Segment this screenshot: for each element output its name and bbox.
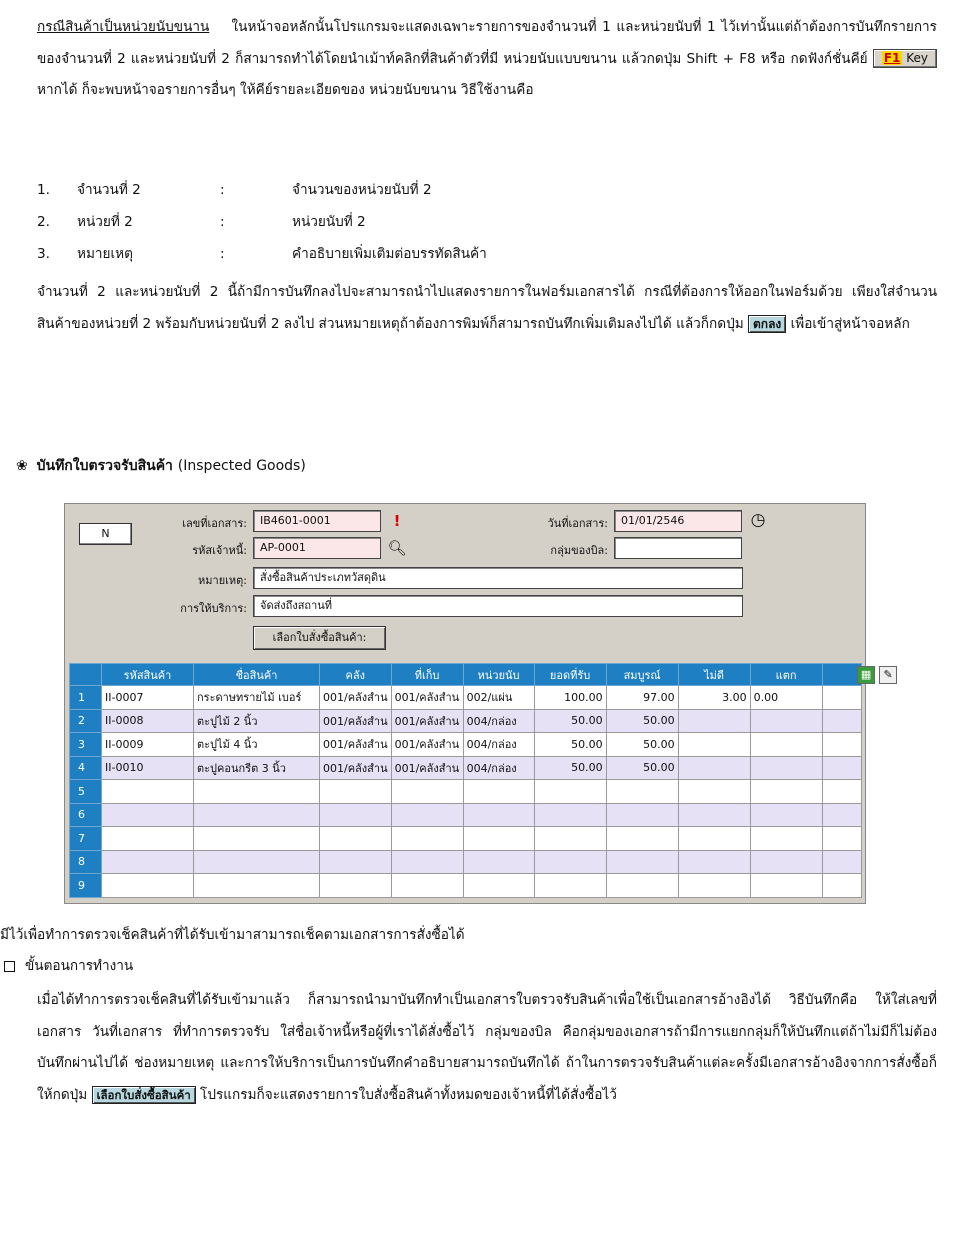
purpose-line: มีไว้เพื่อทำการตรวจเช็คสินค้าที่ได้รับเข้ามาสามารถเช็คตามเอกสารการสั่งซื้อได้ xyxy=(0,927,465,943)
list-item-desc: คำอธิบายเพิ่มเติมต่อบรรทัดสินค้า xyxy=(292,246,487,262)
cell-bad[interactable] xyxy=(678,733,750,757)
cell-loc[interactable] xyxy=(391,780,463,804)
cell-broken[interactable] xyxy=(750,827,822,851)
cell-good[interactable] xyxy=(606,803,678,827)
column-header[interactable]: ชื่อสินค้า xyxy=(194,664,320,686)
list-item xyxy=(37,174,637,206)
checkbox-bullet-icon xyxy=(4,961,15,972)
cell-actions xyxy=(822,874,861,898)
cell-good[interactable]: 97.00 xyxy=(606,686,678,710)
row-number: 2 xyxy=(70,709,102,733)
doc-no-label: เลขที่เอกสาร: xyxy=(182,517,247,530)
list-item-label: หน่วยที่ 2 xyxy=(77,214,133,230)
field-list xyxy=(37,174,637,270)
table-row[interactable] xyxy=(70,850,862,874)
column-header[interactable]: คลัง xyxy=(320,664,392,686)
calculator-icon[interactable]: ▦ xyxy=(857,666,875,684)
table-row[interactable] xyxy=(70,756,862,780)
calendar-icon[interactable]: ◷ xyxy=(750,510,766,530)
cell-name[interactable] xyxy=(194,827,320,851)
list-item xyxy=(37,206,637,238)
cell-recv[interactable]: 50.00 xyxy=(534,709,606,733)
cell-bad[interactable] xyxy=(678,709,750,733)
row-number: 9 xyxy=(70,874,102,898)
section-title xyxy=(16,455,306,477)
service-label: การให้บริการ: xyxy=(180,602,247,615)
cell-recv[interactable] xyxy=(534,780,606,804)
cell-bad[interactable] xyxy=(678,827,750,851)
cell-code[interactable] xyxy=(102,780,194,804)
bill-group-field[interactable] xyxy=(614,537,742,559)
cell-loc[interactable] xyxy=(391,803,463,827)
list-item-label: หมายเหตุ xyxy=(77,246,133,262)
cell-unit[interactable]: 002/แผ่น xyxy=(463,686,534,710)
cell-bad[interactable] xyxy=(678,874,750,898)
row-number: 4 xyxy=(70,756,102,780)
table-row[interactable] xyxy=(70,803,862,827)
table-row[interactable] xyxy=(70,709,862,733)
cell-wh[interactable] xyxy=(320,850,392,874)
cell-unit[interactable]: 004/กล่อง xyxy=(463,756,534,780)
note-field[interactable]: สั่งซื้อสินค้าประเภทวัสดุดิน xyxy=(253,567,743,589)
cell-unit[interactable] xyxy=(463,780,534,804)
cell-loc[interactable]: 001/คลังสำน xyxy=(391,709,463,733)
cell-bad[interactable] xyxy=(678,780,750,804)
cell-wh[interactable] xyxy=(320,874,392,898)
cell-actions xyxy=(822,733,861,757)
f1-key-button[interactable] xyxy=(873,49,937,68)
steps-title: ขั้นตอนการทำงาน xyxy=(25,958,134,974)
cell-recv[interactable] xyxy=(534,874,606,898)
doc-no-field[interactable]: IB4601-0001 xyxy=(253,510,381,532)
cell-wh[interactable]: 001/คลังสำน xyxy=(320,709,392,733)
list-item-desc: จำนวนของหน่วยนับที่ 2 xyxy=(292,182,432,198)
cell-bad[interactable] xyxy=(678,803,750,827)
inspected-goods-window xyxy=(64,503,893,904)
cell-name[interactable] xyxy=(194,874,320,898)
column-header[interactable]: หน่วยนับ xyxy=(463,664,534,686)
steps-text-2: โปรแกรมก็จะแสดงรายการใบสั่งซื้อสินค้าทั้งหมดของเจ้าหนี้ที่ได้สั่งซื้อไว้ xyxy=(200,1086,617,1103)
cell-unit[interactable] xyxy=(463,850,534,874)
column-header[interactable]: ยอดที่รับ xyxy=(534,664,606,686)
cell-wh[interactable] xyxy=(320,803,392,827)
cell-actions xyxy=(822,827,861,851)
list-item-number: 3. xyxy=(37,246,50,262)
cell-broken[interactable] xyxy=(750,850,822,874)
cell-broken[interactable] xyxy=(750,780,822,804)
intro-text-1: ในหน้าจอหลักนั้นโปรแกรมจะแสดงเฉพาะรายการของจำนวนที่ 1 และหน่วยนับที่ 1 ไว้เท่านั้นแต่ถ้าต้องการบันทึกรายการของจำนวนที่ 2 และหน่วยนับที่ 2 ก็สามารถทำได้โดยนำเม้าท์คลิกที่สินค้าตัวที่มี หน่วยนับแบบขนาน แล้วกดปุ่ม Shift + F8 หรือ กดฟังก์ชั่นคีย์ xyxy=(37,19,937,67)
cell-bad[interactable]: 3.00 xyxy=(678,686,750,710)
cell-recv[interactable]: 50.00 xyxy=(534,733,606,757)
exclamation-icon[interactable]: ! xyxy=(393,512,401,530)
cell-good[interactable] xyxy=(606,850,678,874)
select-po-inline-button[interactable]: เลือกใบสั่งซื้อสินค้า xyxy=(92,1086,196,1104)
cell-unit[interactable] xyxy=(463,827,534,851)
list-item-colon: : xyxy=(220,214,225,230)
cell-good[interactable] xyxy=(606,827,678,851)
steps-paragraph xyxy=(37,985,937,1111)
cell-actions xyxy=(822,780,861,804)
cell-wh[interactable] xyxy=(320,780,392,804)
cell-loc[interactable] xyxy=(391,827,463,851)
cell-code[interactable]: II-0008 xyxy=(102,709,194,733)
column-header[interactable]: แตก xyxy=(750,664,822,686)
cell-actions xyxy=(822,803,861,827)
cell-broken[interactable] xyxy=(750,733,822,757)
service-field[interactable]: จัดส่งถึงสถานที่ xyxy=(253,595,743,617)
select-po-button[interactable]: เลือกใบสั่งซื้อสินค้า: xyxy=(253,626,386,650)
cell-name[interactable]: ตะปูไม้ 2 นิ้ว xyxy=(194,709,320,733)
cell-unit[interactable] xyxy=(463,874,534,898)
cell-good[interactable]: 50.00 xyxy=(606,733,678,757)
row-number: 8 xyxy=(70,850,102,874)
row-number: 6 xyxy=(70,803,102,827)
cell-loc[interactable] xyxy=(391,850,463,874)
cell-code[interactable]: II-0007 xyxy=(102,686,194,710)
cell-broken[interactable]: 0.00 xyxy=(750,686,822,710)
cell-recv[interactable] xyxy=(534,850,606,874)
cell-bad[interactable] xyxy=(678,756,750,780)
cell-actions xyxy=(822,756,861,780)
cell-wh[interactable]: 001/คลังสำน xyxy=(320,756,392,780)
cell-broken[interactable] xyxy=(750,709,822,733)
cell-loc[interactable]: 001/คลังสำน xyxy=(391,686,463,710)
flower-bullet-icon: ❀ xyxy=(16,458,28,474)
column-header[interactable]: รหัสสินค้า xyxy=(102,664,194,686)
intro-underline-title: กรณีสินค้าเป็นหน่วยนับขนาน xyxy=(37,19,210,35)
list-item-number: 1. xyxy=(37,182,50,198)
column-header[interactable]: ที่เก็บ xyxy=(391,664,463,686)
cell-unit[interactable]: 004/กล่อง xyxy=(463,733,534,757)
cell-code[interactable] xyxy=(102,827,194,851)
cell-code[interactable] xyxy=(102,850,194,874)
bill-group-label: กลุ่มของบิล: xyxy=(550,544,608,557)
cell-loc[interactable] xyxy=(391,874,463,898)
cell-wh[interactable] xyxy=(320,827,392,851)
cell-good[interactable]: 50.00 xyxy=(606,709,678,733)
list-item-number: 2. xyxy=(37,214,50,230)
list-item-colon: : xyxy=(220,246,225,262)
cell-recv[interactable] xyxy=(534,827,606,851)
row-number: 7 xyxy=(70,827,102,851)
row-number: 5 xyxy=(70,780,102,804)
cell-name[interactable]: ตะปูไม้ 4 นิ้ว xyxy=(194,733,320,757)
cell-actions xyxy=(822,709,861,733)
steps-heading xyxy=(4,951,133,983)
section-title-text: บันทึกใบตรวจรับสินค้า xyxy=(36,458,173,474)
row-tool-icons xyxy=(853,666,897,684)
cell-code[interactable]: II-0010 xyxy=(102,756,194,780)
cell-recv[interactable] xyxy=(534,803,606,827)
cell-code[interactable] xyxy=(102,874,194,898)
intro-text-2: หากได้ ก็จะพบหน้าจอรายการอื่นๆ ให้คีย์รายละเอียดของ หน่วยนับขนาน วิธีใช้งานคือ xyxy=(37,82,534,98)
row-number: 3 xyxy=(70,733,102,757)
key-label: Key xyxy=(906,51,928,65)
ok-button[interactable]: ตกลง xyxy=(748,315,786,333)
cell-name[interactable] xyxy=(194,850,320,874)
section-title-english: (Inspected Goods) xyxy=(177,458,306,474)
doc-date-label: วันที่เอกสาร: xyxy=(547,517,608,530)
cell-unit[interactable] xyxy=(463,803,534,827)
list-item xyxy=(37,238,637,270)
mode-indicator: N xyxy=(79,523,132,545)
cell-name[interactable] xyxy=(194,803,320,827)
cell-name[interactable] xyxy=(194,780,320,804)
column-header[interactable]: ไม่ดี xyxy=(678,664,750,686)
creditor-field[interactable]: AP-0001 xyxy=(253,537,381,559)
intro-paragraph xyxy=(37,12,937,107)
cell-actions xyxy=(822,667,893,710)
cell-wh[interactable]: 001/คลังสำน xyxy=(320,686,392,710)
list-item-colon: : xyxy=(220,182,225,198)
cell-loc[interactable]: 001/คลังสำน xyxy=(391,733,463,757)
table-row[interactable] xyxy=(70,874,862,898)
cell-recv[interactable]: 50.00 xyxy=(534,756,606,780)
cell-loc[interactable]: 001/คลังสำน xyxy=(391,756,463,780)
cell-broken[interactable] xyxy=(750,756,822,780)
cell-unit[interactable]: 004/กล่อง xyxy=(463,709,534,733)
cell-broken[interactable] xyxy=(750,874,822,898)
cell-recv[interactable]: 100.00 xyxy=(534,686,606,710)
items-table xyxy=(69,663,893,898)
cell-name[interactable]: กระดาษทรายไม้ เบอร์ xyxy=(194,686,320,710)
cell-name[interactable]: ตะปูคอนกรีต 3 นิ้ว xyxy=(194,756,320,780)
cell-code[interactable]: II-0009 xyxy=(102,733,194,757)
pencil-icon[interactable]: ✎ xyxy=(879,666,897,684)
cell-good[interactable] xyxy=(606,874,678,898)
note-label: หมายเหตุ: xyxy=(198,574,247,587)
cell-bad[interactable] xyxy=(678,850,750,874)
table-row[interactable] xyxy=(70,780,862,804)
table-row[interactable] xyxy=(70,827,862,851)
table-header-row xyxy=(70,664,862,686)
cell-broken[interactable] xyxy=(750,803,822,827)
list-item-label: จำนวนที่ 2 xyxy=(77,182,141,198)
row-number: 1 xyxy=(70,686,102,710)
creditor-label: รหัสเจ้าหนี้: xyxy=(192,544,247,557)
cell-code[interactable] xyxy=(102,803,194,827)
table-row[interactable] xyxy=(70,733,862,757)
cell-wh[interactable]: 001/คลังสำน xyxy=(320,733,392,757)
steps-text-1: เมื่อได้ทำการตรวจเช็คสินที่ได้รับเข้ามาแล้ว ก็สามารถนำมาบันทึกทำเป็นเอกสารใบตรวจรับสินค้าเพื่อใช้เป็นเอกสารอ้างอิงได้ วิธีบันทึกคือ ให้ใส่เลขที่เอกสาร วันที่เอกสาร ที่ทำการตรวจรับ ใส่ชื่อเจ้าหนี้หรือผู้ที่เราได้สั่งซื้อไว้ กลุ่มของบิล คือกลุ่มของเอกสารถ้ามีการแยกกลุ่มก็ให้บันทึกแต่ถ้าไม่มีก็ไม่ต้องบันทึกผ่านไปได้ ช่องหมายเหตุ และการให้บริการเป็นการบันทึกคำอธิบายสามารถบันทึกได้ ถ้าในการตรวจรับสินค้าแต่ละครั้งมีเอกสารอ้างอิงจากการสั่งซื้อก็ให้กดปุ่ม xyxy=(37,992,937,1103)
column-header[interactable]: สมบูรณ์ xyxy=(606,664,678,686)
table-row[interactable] xyxy=(70,686,862,710)
cell-good[interactable] xyxy=(606,780,678,804)
column-header xyxy=(70,664,102,686)
list-item-desc: หน่วยนับที่ 2 xyxy=(292,214,366,230)
cell-good[interactable]: 50.00 xyxy=(606,756,678,780)
para2-text-2: เพื่อเข้าสู่หน้าจอหลัก xyxy=(790,315,910,332)
search-icon[interactable]: 🔍︎ xyxy=(387,539,407,557)
second-paragraph xyxy=(37,277,937,340)
para2-text-1: จำนวนที่ 2 และหน่วยนับที่ 2 นี้ถ้ามีการบันทึกลงไปจะสามารถนำไปแสดงรายการในฟอร์มเอกสารได้ กรณีที่ต้องการให้ออกในฟอร์มด้วย เพียงใส่จำนวนสินค้าของหน่วยที่ 2 พร้อมกับหน่วยนับที่ 2 ลงไป ส่วนหมายเหตุถ้าต้องการพิมพ์ก็สามารถบันทึกเพิ่มเติมลงไปได้ แล้วก็กดปุ่ม xyxy=(37,284,937,332)
cell-actions xyxy=(822,850,861,874)
f1-key-label: F1 xyxy=(883,51,901,65)
doc-date-field[interactable]: 01/01/2546 xyxy=(614,510,742,532)
